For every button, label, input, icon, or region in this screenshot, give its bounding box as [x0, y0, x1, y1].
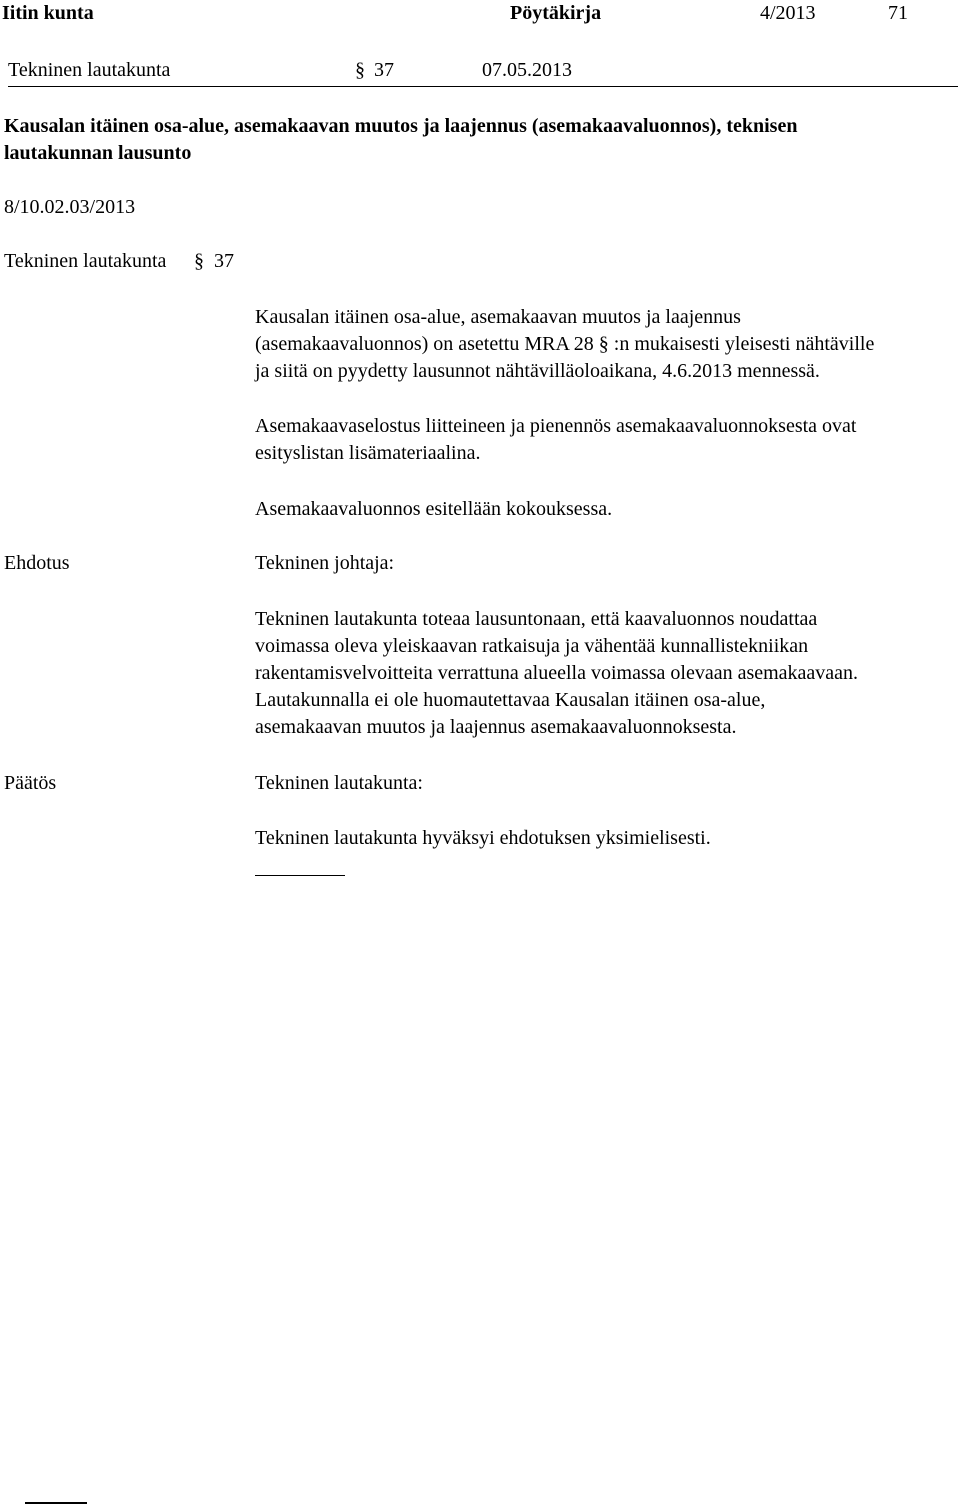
- body-paragraph-2: [255, 413, 955, 467]
- body-paragraph-1: [255, 304, 955, 385]
- committee-section-sign: §: [194, 250, 204, 272]
- document-type: Pöytäkirja: [510, 2, 602, 24]
- proposal-text-line: rakentamisvelvoitteita verrattuna alueella voimassa olevaan asemakaavaan.: [255, 662, 859, 684]
- proposal-presenter: Tekninen johtaja:: [255, 552, 395, 574]
- section-sign: §: [355, 59, 365, 81]
- closing-rule: [255, 875, 345, 876]
- body-paragraph-1-line: (asemakaavaluonnos) on asetettu MRA 28 § :n mukaisesti yleisesti nähtäville: [255, 333, 875, 355]
- proposal-text-line: Lautakunnalla ei ole huomautettavaa Kausalan itäinen osa-alue,: [255, 689, 766, 711]
- body-paragraph-2-line: esityslistan lisämateriaalina.: [255, 442, 481, 464]
- page-title-line1: Kausalan itäinen osa-alue, asemakaavan muutos ja laajennus (asemakaavaluonnos), teknisen: [4, 115, 798, 137]
- proposal-text: [255, 606, 955, 741]
- body-paragraph-3: [255, 496, 955, 523]
- decision-text: [255, 825, 955, 852]
- proposal-text-line: asemakaavan muutos ja laajennus asemakaavaluonnoksesta.: [255, 716, 737, 738]
- meeting-date: 07.05.2013: [482, 59, 572, 81]
- proposal-label: Ehdotus: [4, 552, 70, 574]
- body-paragraph-3-line: Asemakaavaluonnos esitellään kokouksessa.: [255, 498, 613, 520]
- proposal-text-line: voimassa oleva yleiskaavan ratkaisuja ja vähentää kunnallistekniikan: [255, 635, 809, 657]
- committee-name: Tekninen lautakunta: [8, 59, 171, 81]
- committee-section-name: Tekninen lautakunta: [4, 250, 167, 272]
- body-paragraph-1-line: Kausalan itäinen osa-alue, asemakaavan muutos ja laajennus: [255, 306, 741, 328]
- municipality-name: Iitin kunta: [2, 2, 94, 24]
- decision-text-line: Tekninen lautakunta hyväksyi ehdotuksen yksimielisesti.: [255, 827, 711, 849]
- header-divider: [8, 86, 958, 87]
- footer-rule: [25, 1502, 87, 1504]
- committee-section-number: 37: [214, 250, 234, 272]
- proposal-text-line: Tekninen lautakunta toteaa lausuntonaan, että kaavaluonnos noudattaa: [255, 608, 818, 630]
- document-number: 4/2013: [760, 2, 816, 24]
- page-title-line2: lautakunnan lausunto: [4, 142, 192, 164]
- case-number: 8/10.02.03/2013: [4, 196, 136, 218]
- decision-maker: Tekninen lautakunta:: [255, 772, 423, 794]
- body-paragraph-1-line: ja siitä on pyydetty lausunnot nähtävilläoloaikana, 4.6.2013 mennessä.: [255, 360, 820, 382]
- page-number: 71: [888, 2, 908, 24]
- section-number: 37: [374, 59, 394, 81]
- decision-label: Päätös: [4, 772, 57, 794]
- body-paragraph-2-line: Asemakaavaselostus liitteineen ja pienennös asemakaavaluonnoksesta ovat: [255, 415, 857, 437]
